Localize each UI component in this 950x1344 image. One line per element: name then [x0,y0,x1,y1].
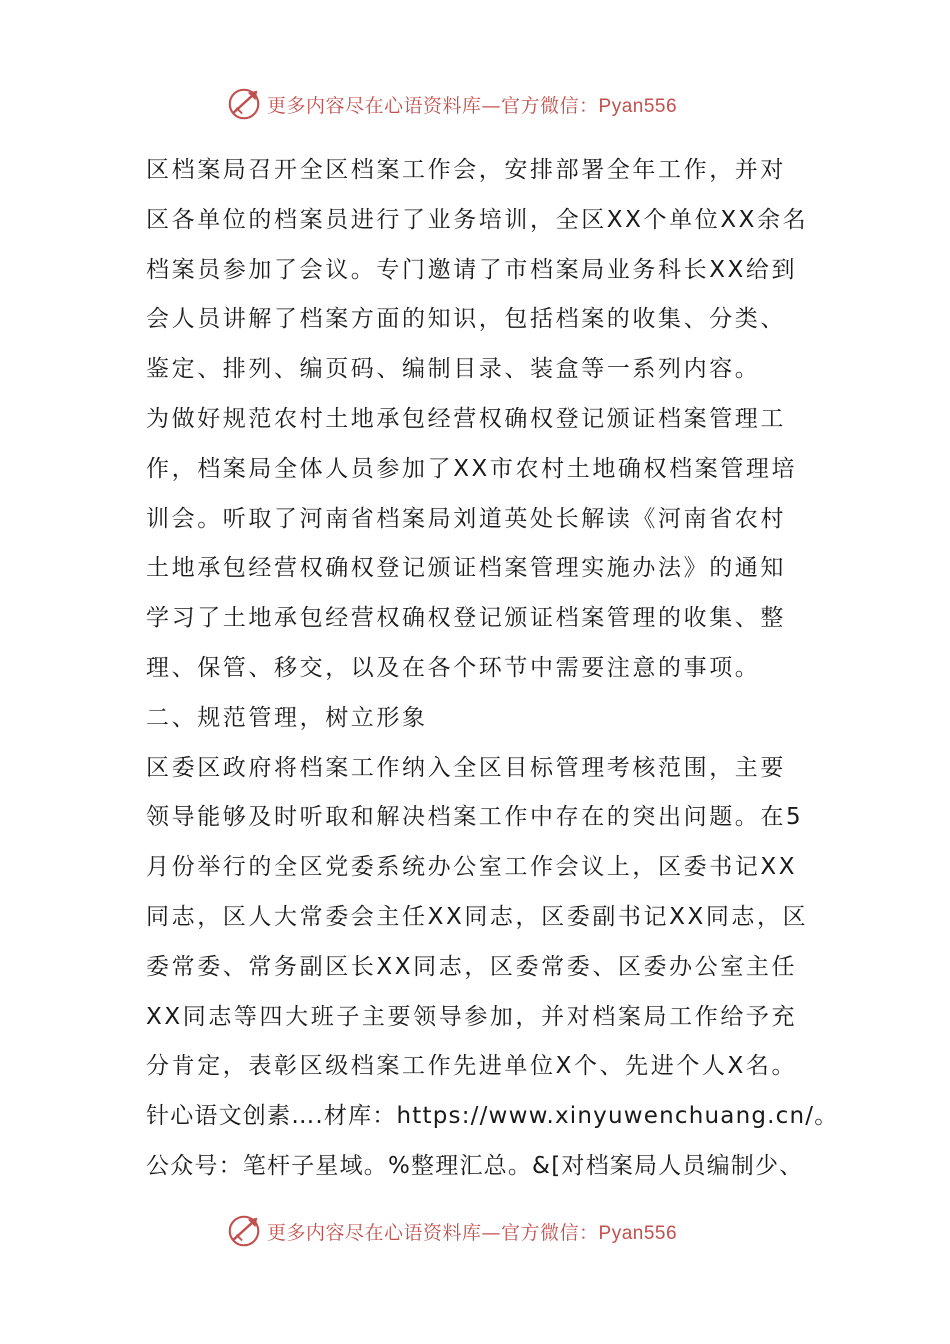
section-heading: 二、规范管理，树立形象 [146,704,428,731]
text-line: 月份举行的全区党委系统办公室工作会议上，区委书记XX [146,854,798,881]
header-banner [225,84,745,124]
document-body [146,146,839,1192]
pen-logo-icon [225,1212,263,1250]
banner-caption: 更多内容尽在心语资料库—官方微信： [267,1221,599,1244]
text-line: 档案员参加了会议。专门邀请了市档案局业务科长XX给到 [146,256,798,283]
text-line: 委常委、常务副区长XX同志，区委常委、区委办公室主任 [146,953,798,980]
text-line: 针心语文创素….材库：https://www.xinyuwenchuang.cn/。 [146,1103,839,1130]
wechat-id: Pyan556 [598,95,678,117]
pen-logo-icon [225,85,263,123]
text-line: 会人员讲解了档案方面的知识，包括档案的收集、分类、 [146,306,786,333]
text-line: 领导能够及时听取和解决档案工作中存在的突出问题。在5 [146,804,804,831]
text-line: 土地承包经营权确权登记颁证档案管理实施办法》的通知 [146,555,786,582]
text-line: 同志，区人大常委会主任XX同志，区委副书记XX同志，区 [146,903,809,930]
text-line: 区各单位的档案员进行了业务培训，全区XX个单位XX余名 [146,206,809,233]
text-line: 分肯定，表彰区级档案工作先进单位X个、先进个人X名。 [146,1053,798,1080]
text-line: 为做好规范农村土地承包经营权确权登记颁证档案管理工 [146,405,786,432]
banner-caption: 更多内容尽在心语资料库—官方微信： [267,94,599,117]
text-line: 区档案局召开全区档案工作会，安排部署全年工作，并对 [146,157,786,183]
wechat-id: Pyan556 [598,1222,678,1244]
text-line: 训会。听取了河南省档案局刘道英处长解读《河南省农村 [146,505,786,532]
footer-banner [225,1211,745,1251]
text-line: XX同志等四大班子主要领导参加，并对档案局工作给予充 [146,1003,798,1030]
text-line: 鉴定、排列、编页码、编制目录、装盒等一系列内容。 [146,356,761,383]
text-line: 作，档案局全体人员参加了XX市农村土地确权档案管理培 [146,455,798,482]
text-line: 学习了土地承包经营权确权登记颁证档案管理的收集、整 [146,605,786,632]
footer-banner-text [267,1218,677,1245]
header-banner-text [267,91,677,118]
text-line: 区委区政府将档案工作纳入全区目标管理考核范围，主要 [146,754,786,781]
text-line: 理、保管、移交，以及在各个环节中需要注意的事项。 [146,654,761,681]
text-line: 公众号：笔杆子星域。%整理汇总。&[对档案局人员编制少、 [146,1152,804,1179]
